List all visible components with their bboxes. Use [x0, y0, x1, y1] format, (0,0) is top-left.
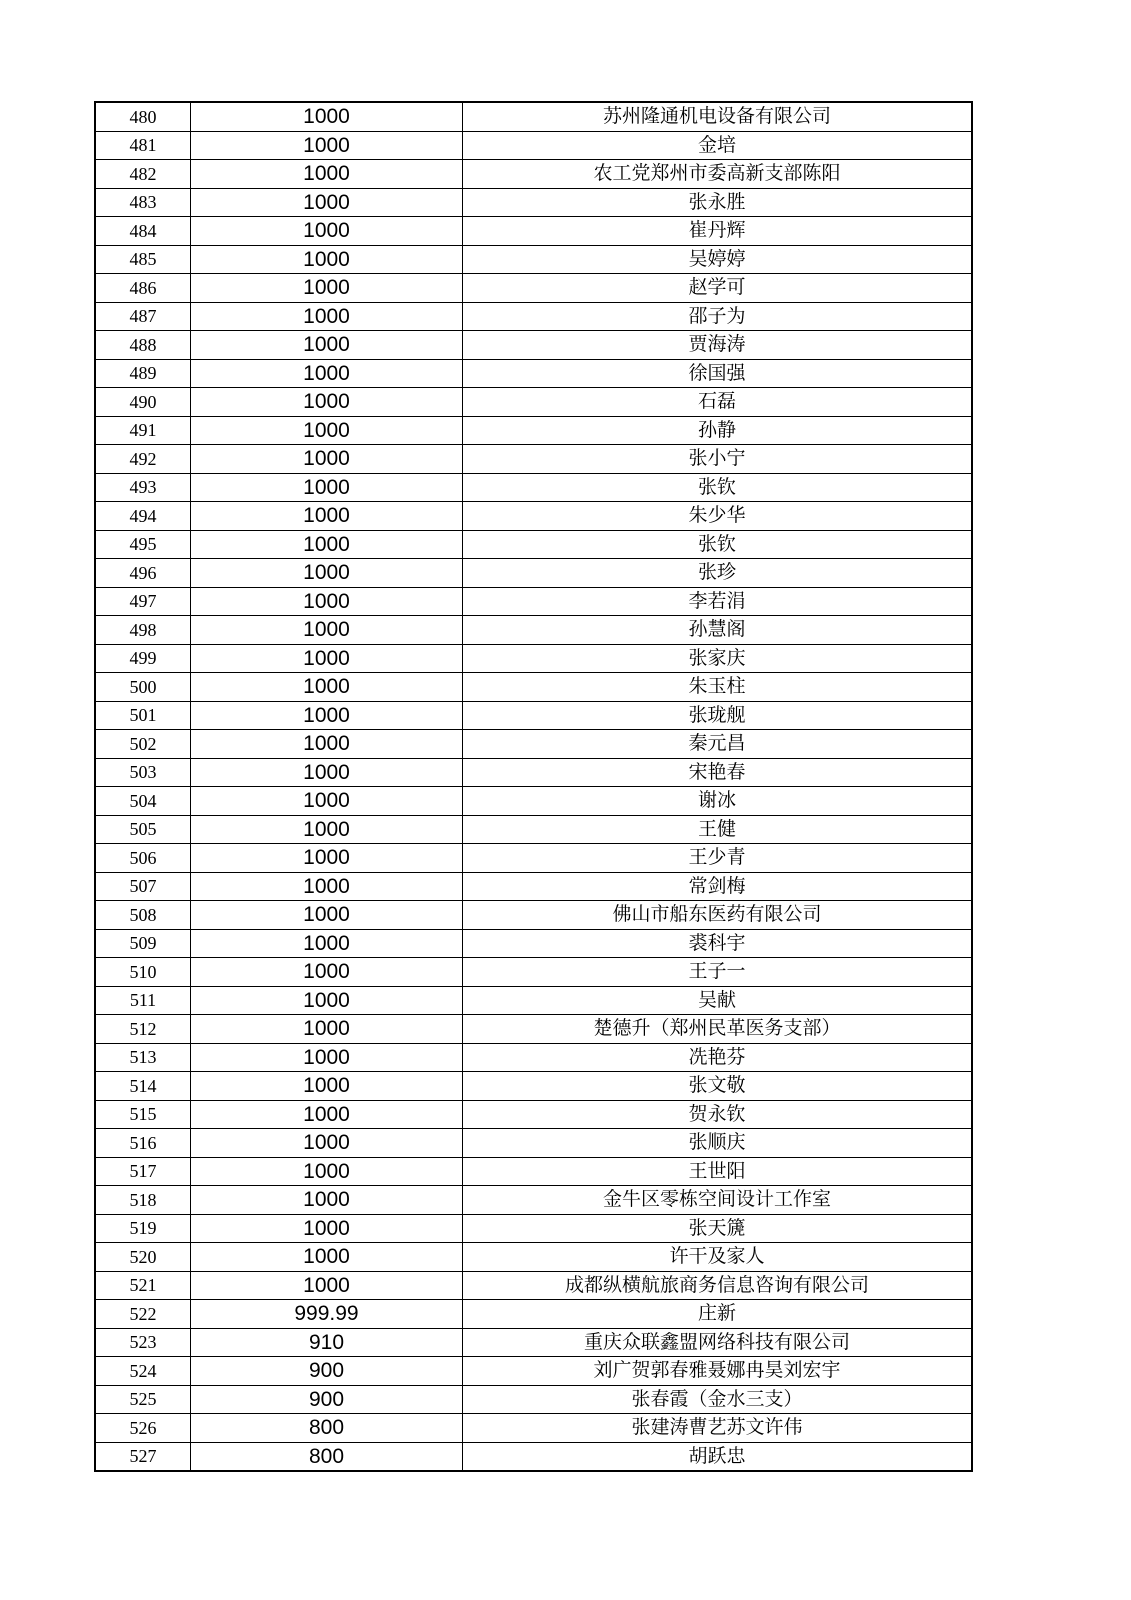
- donor-name-cell: 张珑舰: [463, 701, 972, 730]
- table-row: [96, 1243, 972, 1272]
- amount-cell: 1000: [191, 730, 463, 759]
- amount-cell: 1000: [191, 445, 463, 474]
- table-row: [96, 445, 972, 474]
- row-number-cell: 500: [96, 673, 191, 702]
- donor-name-cell: 谢冰: [463, 787, 972, 816]
- amount-cell: 1000: [191, 587, 463, 616]
- donor-name-cell: 楚德升（郑州民革医务支部）: [463, 1015, 972, 1044]
- row-number-cell: 499: [96, 644, 191, 673]
- table-row: [96, 274, 972, 303]
- row-number-cell: 485: [96, 245, 191, 274]
- donor-name-cell: 刘广贺郭春雅聂娜冉昊刘宏宇: [463, 1357, 972, 1386]
- row-number-cell: 497: [96, 587, 191, 616]
- donation-table-body: [96, 103, 972, 1471]
- donation-table: [95, 102, 972, 1471]
- table-row: [96, 1414, 972, 1443]
- amount-cell: 1000: [191, 359, 463, 388]
- row-number-cell: 507: [96, 872, 191, 901]
- table-row: [96, 302, 972, 331]
- row-number-cell: 508: [96, 901, 191, 930]
- table-row: [96, 701, 972, 730]
- table-row: [96, 872, 972, 901]
- table-row: [96, 1300, 972, 1329]
- amount-cell: 1000: [191, 815, 463, 844]
- donor-name-cell: 成都纵横航旅商务信息咨询有限公司: [463, 1271, 972, 1300]
- row-number-cell: 523: [96, 1328, 191, 1357]
- row-number-cell: 520: [96, 1243, 191, 1272]
- row-number-cell: 519: [96, 1214, 191, 1243]
- amount-cell: 1000: [191, 787, 463, 816]
- table-row: [96, 103, 972, 132]
- amount-cell: 1000: [191, 958, 463, 987]
- table-row: [96, 416, 972, 445]
- row-number-cell: 527: [96, 1442, 191, 1471]
- amount-cell: 1000: [191, 1271, 463, 1300]
- row-number-cell: 494: [96, 502, 191, 531]
- row-number-cell: 512: [96, 1015, 191, 1044]
- row-number-cell: 524: [96, 1357, 191, 1386]
- row-number-cell: 484: [96, 217, 191, 246]
- amount-cell: 1000: [191, 274, 463, 303]
- table-row: [96, 673, 972, 702]
- table-row: [96, 587, 972, 616]
- table-row: [96, 1271, 972, 1300]
- amount-cell: 1000: [191, 160, 463, 189]
- amount-cell: 1000: [191, 1072, 463, 1101]
- donor-name-cell: 李若涓: [463, 587, 972, 616]
- amount-cell: 1000: [191, 872, 463, 901]
- donor-name-cell: 胡跃忠: [463, 1442, 972, 1471]
- donor-name-cell: 重庆众联鑫盟网络科技有限公司: [463, 1328, 972, 1357]
- row-number-cell: 510: [96, 958, 191, 987]
- donor-name-cell: 秦元昌: [463, 730, 972, 759]
- row-number-cell: 525: [96, 1385, 191, 1414]
- row-number-cell: 489: [96, 359, 191, 388]
- table-row: [96, 502, 972, 531]
- donor-name-cell: 朱少华: [463, 502, 972, 531]
- row-number-cell: 521: [96, 1271, 191, 1300]
- row-number-cell: 498: [96, 616, 191, 645]
- row-number-cell: 502: [96, 730, 191, 759]
- row-number-cell: 492: [96, 445, 191, 474]
- donor-name-cell: 吴献: [463, 986, 972, 1015]
- table-row: [96, 1043, 972, 1072]
- amount-cell: 1000: [191, 331, 463, 360]
- donor-name-cell: 朱玉柱: [463, 673, 972, 702]
- amount-cell: 800: [191, 1442, 463, 1471]
- donor-name-cell: 张钦: [463, 473, 972, 502]
- donor-name-cell: 崔丹辉: [463, 217, 972, 246]
- row-number-cell: 495: [96, 530, 191, 559]
- amount-cell: 1000: [191, 758, 463, 787]
- donor-name-cell: 徐国强: [463, 359, 972, 388]
- amount-cell: 1000: [191, 644, 463, 673]
- row-number-cell: 514: [96, 1072, 191, 1101]
- amount-cell: 800: [191, 1414, 463, 1443]
- donor-name-cell: 张家庆: [463, 644, 972, 673]
- table-row: [96, 530, 972, 559]
- row-number-cell: 518: [96, 1186, 191, 1215]
- row-number-cell: 517: [96, 1157, 191, 1186]
- table-row: [96, 160, 972, 189]
- donor-name-cell: 张顺庆: [463, 1129, 972, 1158]
- donor-name-cell: 张永胜: [463, 188, 972, 217]
- table-row: [96, 1015, 972, 1044]
- row-number-cell: 505: [96, 815, 191, 844]
- table-row: [96, 616, 972, 645]
- table-row: [96, 958, 972, 987]
- amount-cell: 1000: [191, 1186, 463, 1215]
- row-number-cell: 483: [96, 188, 191, 217]
- donor-name-cell: 王少青: [463, 844, 972, 873]
- donor-name-cell: 佛山市船东医药有限公司: [463, 901, 972, 930]
- amount-cell: 1000: [191, 673, 463, 702]
- row-number-cell: 506: [96, 844, 191, 873]
- row-number-cell: 511: [96, 986, 191, 1015]
- donor-name-cell: 张珍: [463, 559, 972, 588]
- amount-cell: 1000: [191, 188, 463, 217]
- table-row: [96, 644, 972, 673]
- row-number-cell: 496: [96, 559, 191, 588]
- row-number-cell: 482: [96, 160, 191, 189]
- donor-name-cell: 张建涛曹艺苏文许伟: [463, 1414, 972, 1443]
- donor-name-cell: 张小宁: [463, 445, 972, 474]
- donor-name-cell: 宋艳春: [463, 758, 972, 787]
- donor-name-cell: 王子一: [463, 958, 972, 987]
- amount-cell: 1000: [191, 901, 463, 930]
- donor-name-cell: 张钦: [463, 530, 972, 559]
- table-row: [96, 1157, 972, 1186]
- amount-cell: 1000: [191, 1214, 463, 1243]
- donor-name-cell: 邵子为: [463, 302, 972, 331]
- amount-cell: 1000: [191, 986, 463, 1015]
- donor-name-cell: 常剑梅: [463, 872, 972, 901]
- row-number-cell: 522: [96, 1300, 191, 1329]
- donor-name-cell: 冼艳芬: [463, 1043, 972, 1072]
- amount-cell: 1000: [191, 701, 463, 730]
- table-row: [96, 1328, 972, 1357]
- donor-name-cell: 庄新: [463, 1300, 972, 1329]
- table-row: [96, 559, 972, 588]
- amount-cell: 1000: [191, 217, 463, 246]
- amount-cell: 1000: [191, 530, 463, 559]
- row-number-cell: 503: [96, 758, 191, 787]
- table-row: [96, 388, 972, 417]
- amount-cell: 1000: [191, 844, 463, 873]
- amount-cell: 1000: [191, 103, 463, 132]
- donor-name-cell: 吴婷婷: [463, 245, 972, 274]
- amount-cell: 1000: [191, 1243, 463, 1272]
- table-row: [96, 1442, 972, 1471]
- amount-cell: 1000: [191, 559, 463, 588]
- table-row: [96, 815, 972, 844]
- amount-cell: 1000: [191, 929, 463, 958]
- table-row: [96, 929, 972, 958]
- row-number-cell: 488: [96, 331, 191, 360]
- row-number-cell: 486: [96, 274, 191, 303]
- donor-name-cell: 张文敬: [463, 1072, 972, 1101]
- amount-cell: 900: [191, 1357, 463, 1386]
- row-number-cell: 481: [96, 131, 191, 160]
- row-number-cell: 526: [96, 1414, 191, 1443]
- row-number-cell: 516: [96, 1129, 191, 1158]
- row-number-cell: 487: [96, 302, 191, 331]
- table-row: [96, 473, 972, 502]
- table-row: [96, 1357, 972, 1386]
- amount-cell: 1000: [191, 1043, 463, 1072]
- amount-cell: 999.99: [191, 1300, 463, 1329]
- row-number-cell: 509: [96, 929, 191, 958]
- table-row: [96, 986, 972, 1015]
- amount-cell: 1000: [191, 473, 463, 502]
- donor-name-cell: 苏州隆通机电设备有限公司: [463, 103, 972, 132]
- row-number-cell: 515: [96, 1100, 191, 1129]
- row-number-cell: 493: [96, 473, 191, 502]
- row-number-cell: 513: [96, 1043, 191, 1072]
- amount-cell: 910: [191, 1328, 463, 1357]
- amount-cell: 1000: [191, 1157, 463, 1186]
- table-row: [96, 787, 972, 816]
- table-row: [96, 1385, 972, 1414]
- table-row: [96, 730, 972, 759]
- amount-cell: 1000: [191, 1015, 463, 1044]
- row-number-cell: 491: [96, 416, 191, 445]
- donor-name-cell: 贾海涛: [463, 331, 972, 360]
- row-number-cell: 501: [96, 701, 191, 730]
- donor-name-cell: 王健: [463, 815, 972, 844]
- table-row: [96, 1186, 972, 1215]
- table-row: [96, 901, 972, 930]
- table-row: [96, 131, 972, 160]
- donor-name-cell: 赵学可: [463, 274, 972, 303]
- donor-name-cell: 王世阳: [463, 1157, 972, 1186]
- row-number-cell: 490: [96, 388, 191, 417]
- donor-name-cell: 石磊: [463, 388, 972, 417]
- table-row: [96, 217, 972, 246]
- amount-cell: 1000: [191, 245, 463, 274]
- table-row: [96, 245, 972, 274]
- amount-cell: 1000: [191, 1100, 463, 1129]
- amount-cell: 1000: [191, 388, 463, 417]
- donor-name-cell: 贺永钦: [463, 1100, 972, 1129]
- table-row: [96, 1129, 972, 1158]
- amount-cell: 1000: [191, 131, 463, 160]
- donor-name-cell: 孙静: [463, 416, 972, 445]
- donor-name-cell: 农工党郑州市委高新支部陈阳: [463, 160, 972, 189]
- table-row: [96, 1100, 972, 1129]
- donor-name-cell: 裘科宇: [463, 929, 972, 958]
- amount-cell: 1000: [191, 1129, 463, 1158]
- donor-name-cell: 金牛区零栋空间设计工作室: [463, 1186, 972, 1215]
- table-row: [96, 359, 972, 388]
- table-row: [96, 188, 972, 217]
- table-row: [96, 844, 972, 873]
- row-number-cell: 480: [96, 103, 191, 132]
- donor-name-cell: 金培: [463, 131, 972, 160]
- donor-name-cell: 许干及家人: [463, 1243, 972, 1272]
- amount-cell: 900: [191, 1385, 463, 1414]
- row-number-cell: 504: [96, 787, 191, 816]
- table-row: [96, 1072, 972, 1101]
- donor-name-cell: 张春霞（金水三支）: [463, 1385, 972, 1414]
- donor-name-cell: 张天篪: [463, 1214, 972, 1243]
- amount-cell: 1000: [191, 302, 463, 331]
- table-row: [96, 331, 972, 360]
- amount-cell: 1000: [191, 416, 463, 445]
- table-row: [96, 758, 972, 787]
- donor-name-cell: 孙慧阁: [463, 616, 972, 645]
- amount-cell: 1000: [191, 502, 463, 531]
- table-row: [96, 1214, 972, 1243]
- amount-cell: 1000: [191, 616, 463, 645]
